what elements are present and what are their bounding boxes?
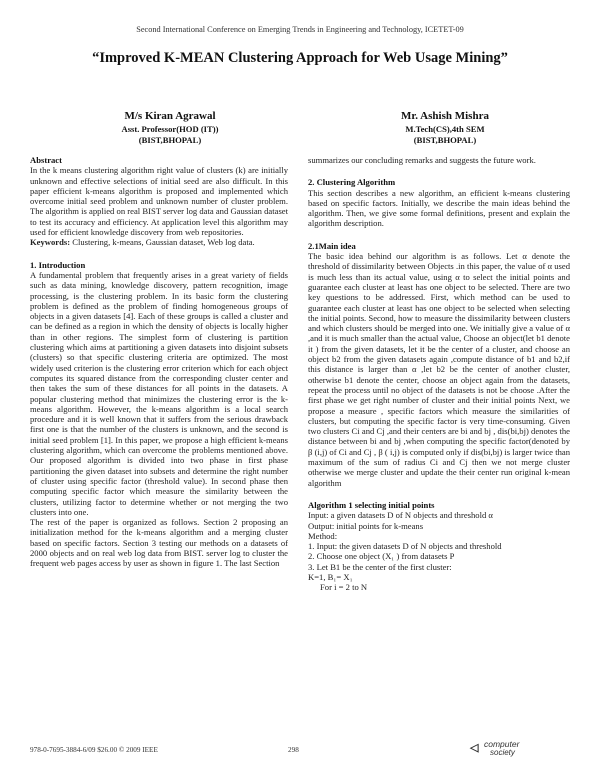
algorithm-line: Output: initial points for k-means (308, 520, 424, 531)
section21-heading: 2.1Main idea (308, 240, 356, 251)
abstract-heading: Abstract (30, 155, 62, 165)
section2-text: This section describes a new algorithm, an efficient k-means clustering based on specific factors. Initially, we describe the main ideas behind the algorithm. Then, we give some formal definitions, present and explain the algorithm description. (308, 187, 570, 229)
paper-title: “Improved K-MEAN Clustering Approach for Web Usage Mining” (92, 50, 508, 66)
abstract-text: In the k means clustering algorithm right value of clusters (k) are initially unknown and effective selections of initial seed are also difficult. In this paper efficient k-means algorithm is proposed and implemented which overcome initial seed problem and unknown number of cluster problem. The algorithm is applied on real BIST server log data and Gaussian dataset to test its accuracy and efficiency. At application level this algorithm may used for efficient knowledge discovery from web repositories. (30, 165, 288, 238)
author-left (55, 109, 285, 146)
author-name: Mr. Ashish Mishra (401, 110, 489, 122)
continued-text: summarizes our concluding remarks and suggests the future work. (308, 155, 536, 165)
author-name: M/s Kiran Agrawal (124, 110, 216, 122)
page-number: 298 (288, 746, 299, 754)
author-affiliation: (BIST,BHOPAL) (413, 135, 477, 145)
logo-text-society: society (490, 748, 515, 757)
keywords (30, 237, 288, 247)
algorithm-line: K=1, B₁= X₁ (308, 571, 353, 582)
footer-isbn: 978-0-7695-3884-6/09 $26.00 © 2009 IEEE (30, 746, 158, 754)
algorithm-line: 3. Let B1 be the center of the first cluster: (308, 561, 452, 572)
author-role: M.Tech(CS),4th SEM (405, 124, 485, 134)
keywords-text: Clustering, k-means, Gaussian dataset, Web log data. (70, 237, 255, 248)
conference-header: Second International Conference on Emerging Trends in Engineering and Technology, ICETET-09 (136, 25, 464, 34)
introduction-paragraph-2: The rest of the paper is organized as follows. Section 2 proposing an initialization method for the k-means algorithm and a merging cluster based on specific factors. Section 3 testing our methods on a datasets of 2000 objects and on real web log data from BIST. server log to cluster the frequent web pages access by user as shown in figure 1. The last Section (30, 517, 288, 569)
author-affiliation: (BIST,BHOPAL) (138, 135, 202, 145)
section2-heading: 2. Clustering Algorithm (308, 177, 396, 188)
section21-text: The basic idea behind our algorithm is as follows. Let α denote the threshold of dissimilarity between Objects .in this paper, the value of α used is much less than its actual value, using α to select the initial points and guarantee each cluster at least has one object to be selected. There are two key questions to be addressed. First, which method can be used to guarantee each cluster at least has one object to be selected when selecting the initial points. Second, how to measure the dissimilarity between clusters and which clusters should be merged into one. We initially give a value of α ,and it is much smaller than the actual value, Choose an object(let b1 denote it ) from the given datasets, let it be the center of a cluster, and choose an object b2 from the given datasets again ,compute distance of b1 and b2,if this distance is larger than α ,let b2 be the center of another cluster, otherwise b1 denote the center, choose an object again from the datasets, repeat the process until no object of the datasets is not be choose .After the first phase we get right number of cluster and their initial points Next, we propose a measure , specific factors which measure the similarities of clusters, but computing the specific factor is very time-consuming. Given two clusters Ci and Cj ,and their centers are bi and bj , dis(bi,bj) denotes the distance between bi and bj ,when computing the specific factor(denoted by β (i,j) of Ci and Cj , β ( i,j) is computed only if dis(bi,bj) is larger twice than maximum of the sum of radius Ci and Cj then we not merge cluster otherwise we merge cluster and update the their center run original k-mean algorithm (308, 251, 570, 488)
algorithm-heading: Algorithm 1 selecting initial points (308, 499, 435, 510)
author-right (330, 109, 560, 146)
introduction-heading: 1. Introduction (30, 259, 86, 270)
left-column (30, 155, 288, 569)
computer-society-logo (470, 737, 540, 759)
keywords-label: Keywords: (30, 237, 71, 248)
algorithm-line: 2. Choose one object (X₁ ) from datasets P (308, 551, 455, 562)
logo-text-computer: computer (484, 739, 520, 749)
algorithm-line: 1. Input: the given datasets D of N objects and threshold (308, 541, 502, 552)
algorithm-line: Input: a given datasets D of N objects and threshold α (308, 510, 493, 521)
logo-mark-icon: ◁ (470, 742, 479, 754)
introduction-paragraph: A fundamental problem that frequently arises in a great variety of fields such as data mining, knowledge discovery, pattern recognition, image processing, is the clustering problem. In its basic form the clustering problem is defined as the problem of finding homogeneous groups of objects in a given datasets [4]. Each of these groups is called a cluster and can be defined as a region in which the density of objects is locally higher than in other regions. The simplest form of clustering is partition clustering which aims at partitioning a given datasets into disjoint subsets (clusters) so that specific clustering criteria are optimized. The most widely used criterion is the clustering error criterion which for each object computes its squared distance from the corresponding cluster center and then takes the sum of these distances for all points in the datasets. A popular clustering method that minimizes the clustering error is the k-means algorithm. However, the k-means algorithm is a local search procedure and it is well known that it suffers from the serious drawback first one is that the number of the clusters is unknown, and the second is initial seed problem [1]. In this paper, we propose a high efficient k-means clustering algorithm, which can overcome the problems mentioned above. Our proposed algorithm is divided into two phase in first phase partitioning the given dataset into subsets and determine the right number of cluster using specific factor (threshold value). In second phase then computing specific factor which measure the similarity between the clusters, utilizing factor to determine whether or not merging the two clusters into one. (30, 269, 288, 517)
algorithm-line: For i = 2 to N (320, 582, 368, 593)
author-role: Asst. Professor(HOD (IT)) (121, 124, 219, 134)
algorithm-line: Method: (308, 530, 338, 541)
right-column (308, 155, 570, 593)
